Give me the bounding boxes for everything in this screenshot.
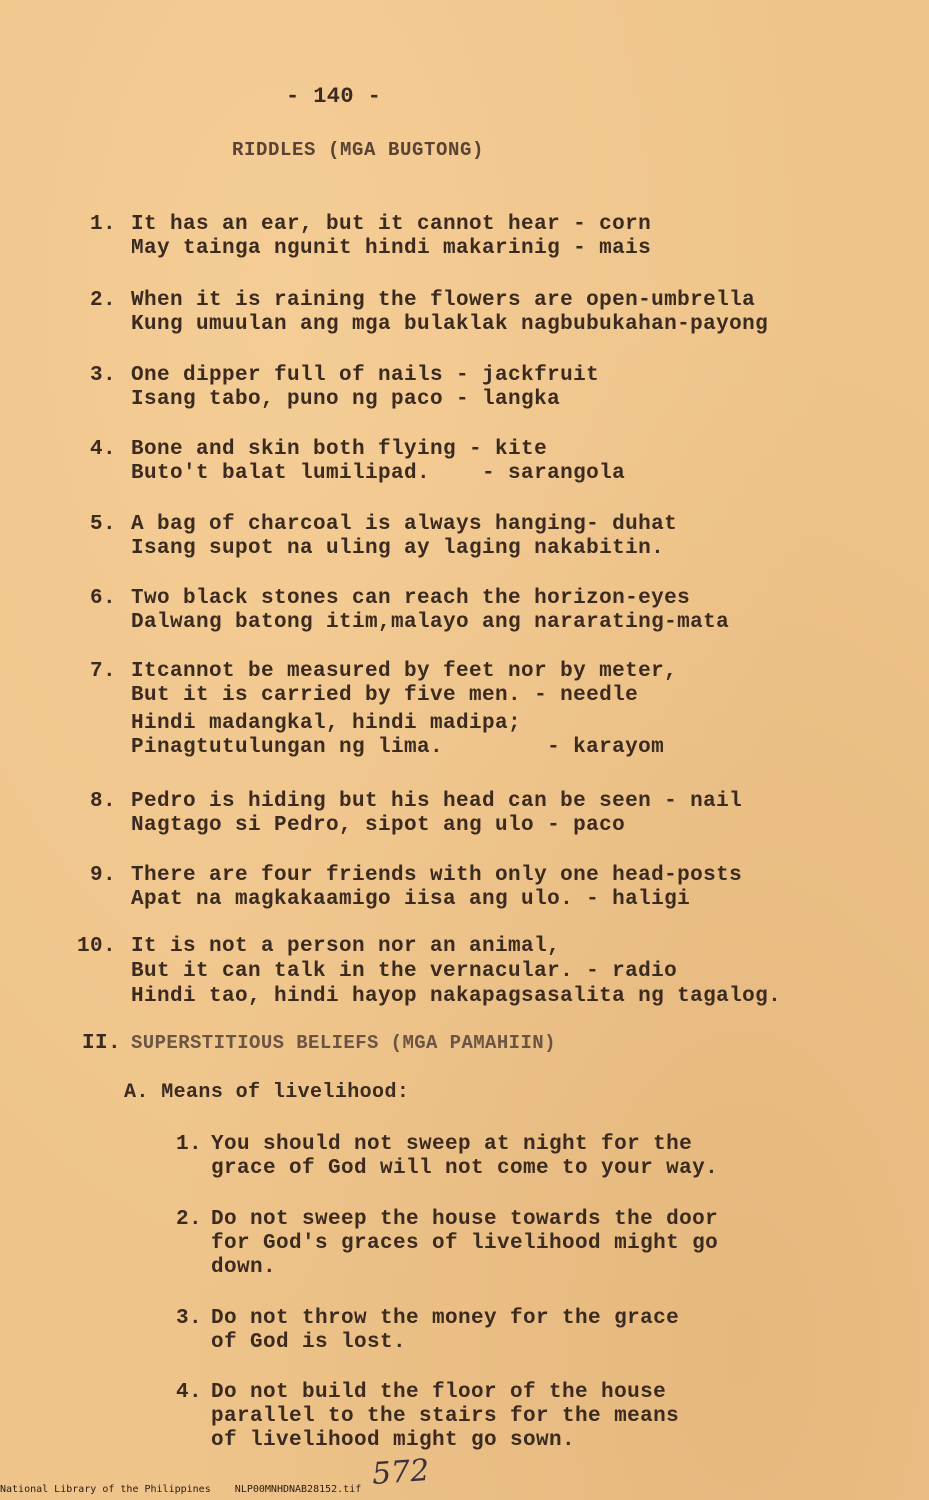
riddle-line: Apat na magkakaamigo iisa ang ulo. - haligi	[131, 888, 691, 911]
footer-caption: National Library of the Philippines NLP00MNHDNAB28152.tif	[0, 1484, 362, 1495]
riddle-number: 9.	[89, 864, 116, 887]
belief-number: 2.	[175, 1208, 202, 1231]
riddle-line: Buto't balat lumilipad. - sarangola	[131, 462, 626, 485]
section-subheading: A. Means of livelihood:	[124, 1081, 410, 1104]
belief-number: 4.	[175, 1381, 202, 1404]
riddle-number: 3.	[89, 364, 116, 387]
belief-line: for God's graces of livelihood might go	[211, 1232, 719, 1255]
page-title: RIDDLES (MGA BUGTONG)	[232, 139, 485, 161]
riddle-number: 5.	[89, 513, 116, 536]
riddle-line: Isang supot na uling ay laging nakabitin.	[131, 537, 665, 560]
belief-line: down.	[211, 1256, 277, 1279]
riddle-line: Pedro is hiding but his head can be seen - nail	[131, 790, 743, 813]
belief-line: Do not throw the money for the grace	[211, 1307, 680, 1330]
belief-line: Do not sweep the house towards the door	[211, 1208, 719, 1231]
section-numeral: II.	[82, 1032, 122, 1055]
belief-line: parallel to the stairs for the means	[211, 1405, 680, 1428]
riddle-number: 10.	[76, 935, 116, 958]
riddle-line: But it is carried by five men. - needle	[131, 684, 639, 707]
belief-line: of God is lost.	[211, 1331, 407, 1354]
riddle-number: 6.	[89, 587, 116, 610]
riddle-line: Dalwang batong itim,malayo ang nararating-mata	[131, 611, 730, 634]
belief-line: You should not sweep at night for the	[211, 1133, 693, 1156]
riddle-line: Isang tabo, puno ng paco - langka	[131, 388, 561, 411]
riddle-line: Bone and skin both flying - kite	[131, 438, 548, 461]
belief-line: grace of God will not come to your way.	[211, 1157, 719, 1180]
riddle-line: It is not a person nor an animal,	[131, 935, 561, 958]
riddle-line: Itcannot be measured by feet nor by meter,	[131, 660, 678, 683]
riddle-line: Kung umuulan ang mga bulaklak nagbubukahan-payong	[131, 313, 769, 336]
riddle-line: There are four friends with only one head-posts	[131, 864, 743, 887]
riddle-line: It has an ear, but it cannot hear - corn	[131, 213, 652, 236]
riddle-number: 2.	[89, 289, 116, 312]
belief-line: Do not build the floor of the house	[211, 1381, 667, 1404]
belief-number: 3.	[175, 1307, 202, 1330]
riddle-number: 7.	[89, 660, 116, 683]
riddle-line: One dipper full of nails - jackfruit	[131, 364, 600, 387]
riddle-number: 4.	[89, 438, 116, 461]
riddle-line: When it is raining the flowers are open-umbrella	[131, 289, 756, 312]
page-number: - 140 -	[286, 84, 382, 109]
riddle-number: 8.	[89, 790, 116, 813]
riddle-line: Two black stones can reach the horizon-eyes	[131, 587, 691, 610]
riddle-line: Hindi tao, hindi hayop nakapagsasalita ng tagalog.	[131, 985, 782, 1008]
belief-line: of livelihood might go sown.	[211, 1429, 576, 1452]
riddle-line: May tainga ngunit hindi makarinig - mais	[131, 237, 652, 260]
belief-number: 1.	[175, 1133, 202, 1156]
riddle-line: A bag of charcoal is always hanging- duhat	[131, 513, 678, 536]
handwritten-page-number: 572	[370, 1453, 431, 1492]
riddle-line: Pinagtutulungan ng lima. - karayom	[131, 736, 665, 759]
riddle-line: But it can talk in the vernacular. - radio	[131, 960, 678, 983]
section-title: SUPERSTITIOUS BELIEFS (MGA PAMAHIIN)	[131, 1032, 556, 1054]
riddle-number: 1.	[89, 213, 116, 236]
riddle-line: Nagtago si Pedro, sipot ang ulo - paco	[131, 814, 626, 837]
riddle-line: Hindi madangkal, hindi madipa;	[131, 712, 522, 735]
